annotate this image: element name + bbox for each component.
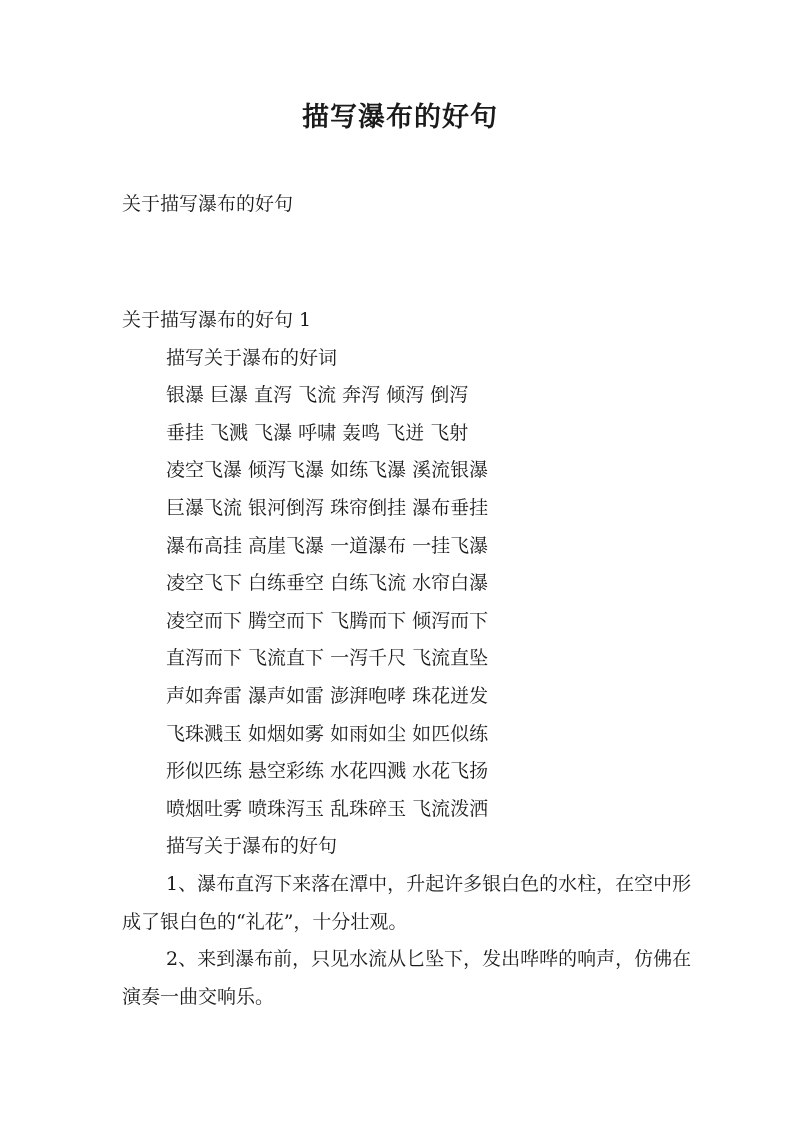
word-row: 巨瀑飞流 银河倒泻 珠帘倒挂 瀑布垂挂 (166, 496, 489, 519)
intro-text: 关于描写瀑布的好句 (122, 193, 294, 215)
word-row: 直泻而下 飞流直下 一泻千尺 飞流直坠 (166, 647, 489, 670)
word-row: 凌空飞下 白练垂空 白练飞流 水帘白瀑 (166, 572, 489, 595)
word-row: 银瀑 巨瀑 直泻 飞流 奔泻 倾泻 倒泻 (166, 384, 469, 407)
sentence-paragraph: 2、来到瀑布前，只见水流从匕坠下，发出哗哗的响声，仿佛在演奏一曲交响乐。 (122, 948, 692, 1008)
word-row: 凌空而下 腾空而下 飞腾而下 倾泻而下 (166, 609, 489, 632)
sentence-paragraph: 1、瀑布直泻下来落在潭中，升起许多银白色的水柱，在空中形成了银白色的“礼花”，十分壮观。 (122, 872, 692, 933)
section-heading: 关于描写瀑布的好句 1 (122, 309, 312, 331)
word-row: 声如奔雷 瀑声如雷 澎湃咆哮 珠花迸发 (166, 684, 489, 707)
word-row: 飞珠溅玉 如烟如雾 如雨如尘 如匹似练 (166, 722, 489, 745)
word-row: 喷烟吐雾 喷珠泻玉 乱珠碎玉 飞流泼洒 (166, 797, 489, 820)
sentences-heading: 描写关于瀑布的好句 (166, 835, 338, 858)
words-heading: 描写关于瀑布的好词 (166, 346, 338, 369)
word-row: 瀑布高挂 高崖飞瀑 一道瀑布 一挂飞瀑 (166, 534, 489, 557)
word-row: 形似匹练 悬空彩练 水花四溅 水花飞扬 (166, 760, 489, 783)
word-row: 凌空飞瀑 倾泻飞瀑 如练飞瀑 溪流银瀑 (166, 459, 489, 482)
section-1 (122, 302, 702, 1016)
document-title: 描写瀑布的好句 (302, 102, 498, 133)
word-row: 垂挂 飞溅 飞瀑 呼啸 轰鸣 飞迸 飞射 (166, 421, 469, 444)
